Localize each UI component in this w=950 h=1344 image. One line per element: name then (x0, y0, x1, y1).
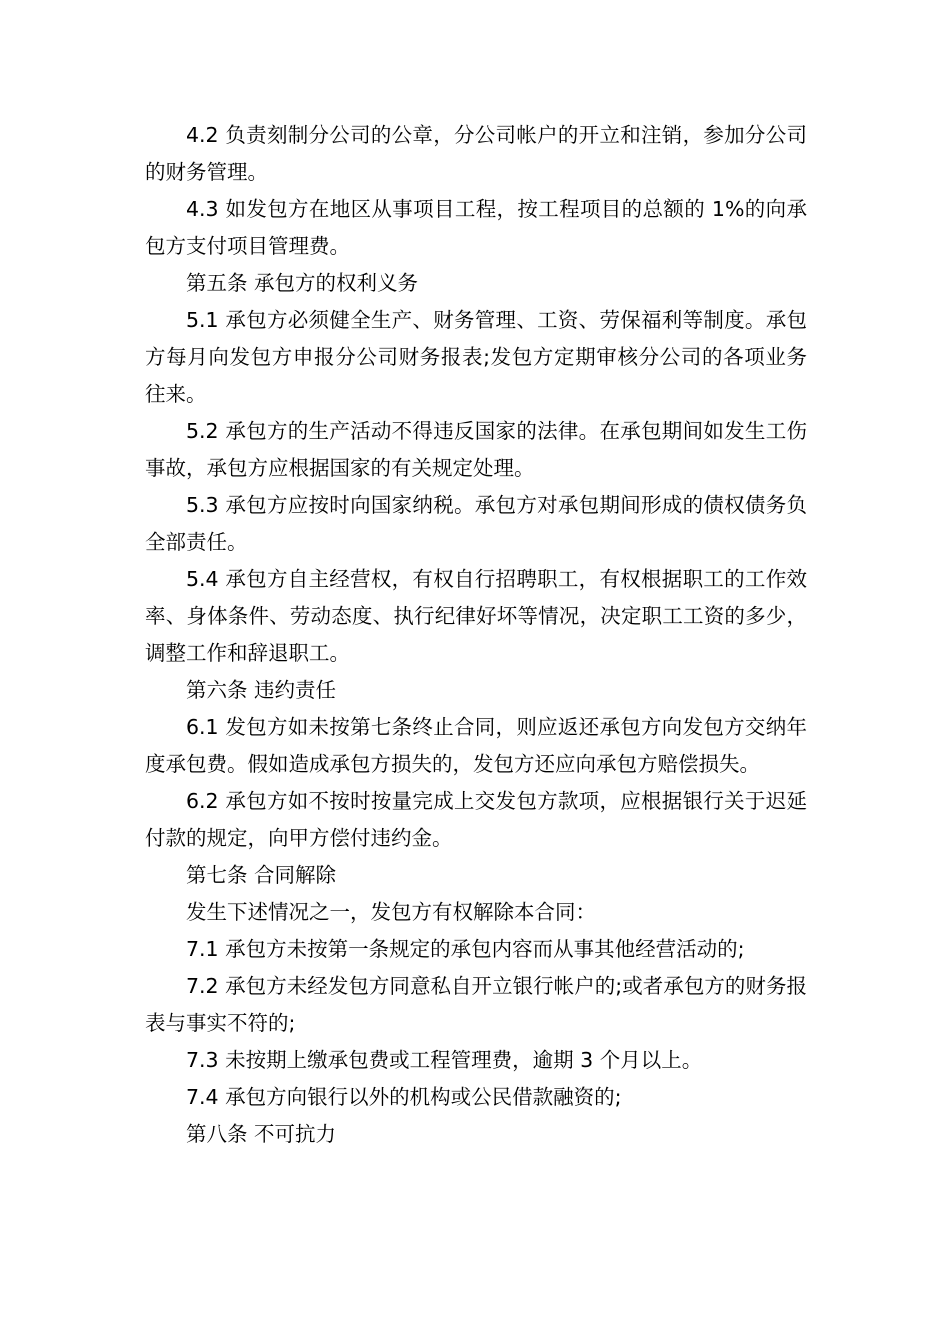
clause-5-2: 5.2 承包方的生产活动不得违反国家的法律。在承包期间如发生工伤事故，承包方应根据国家的有关规定处理。 (145, 419, 807, 480)
article-5-heading: 第五条 承包方的权利义务 (186, 271, 419, 295)
clause-7-1: 7.1 承包方未按第一条规定的承包内容而从事其他经营活动的; (186, 937, 745, 961)
clause-7-3: 7.3 未按期上缴承包费或工程管理费，逾期 3 个月以上。 (186, 1048, 703, 1072)
article-6-heading: 第六条 违约责任 (186, 678, 337, 702)
clause-4-2: 4.2 负责刻制分公司的公章，分公司帐户的开立和注销，参加分公司的财务管理。 (145, 123, 807, 184)
clause-7-4: 7.4 承包方向银行以外的机构或公民借款融资的; (186, 1085, 622, 1109)
clause-7-2: 7.2 承包方未经发包方同意私自开立银行帐户的;或者承包方的财务报表与事实不符的; (145, 974, 807, 1035)
clause-6-2: 6.2 承包方如不按时按量完成上交发包方款项，应根据银行关于迟延付款的规定，向甲方偿付违约金。 (145, 789, 807, 850)
clause-5-4: 5.4 承包方自主经营权，有权自行招聘职工，有权根据职工的工作效率、身体条件、劳动态度、执行纪律好坏等情况，决定职工工资的多少，调整工作和辞退职工。 (145, 567, 807, 665)
article-7-heading: 第七条 合同解除 (186, 863, 337, 887)
clause-5-1: 5.1 承包方必须健全生产、财务管理、工资、劳保福利等制度。承包方每月向发包方申报分公司财务报表;发包方定期审核分公司的各项业务往来。 (145, 308, 807, 406)
clause-5-3: 5.3 承包方应按时向国家纳税。承包方对承包期间形成的债权债务负全部责任。 (145, 493, 807, 554)
article-8-heading: 第八条 不可抗力 (186, 1122, 337, 1146)
document-body (145, 117, 807, 1153)
clause-6-1: 6.1 发包方如未按第七条终止合同，则应返还承包方向发包方交纳年度承包费。假如造成承包方损失的，发包方还应向承包方赔偿损失。 (145, 715, 807, 776)
clause-4-3: 4.3 如发包方在地区从事项目工程，按工程项目的总额的 1%的向承包方支付项目管理费。 (145, 197, 807, 258)
article-7-intro: 发生下述情况之一，发包方有权解除本合同： (186, 900, 596, 924)
